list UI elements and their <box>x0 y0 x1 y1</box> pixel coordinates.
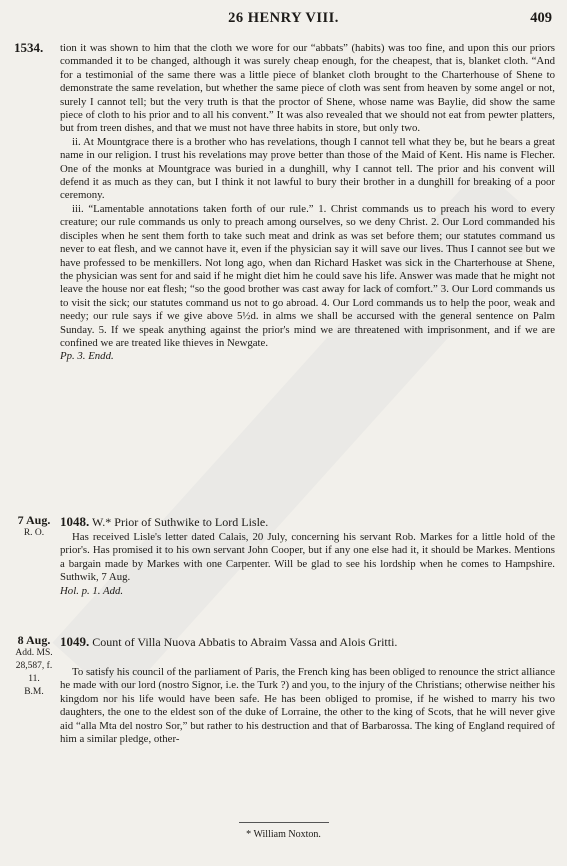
paragraph-2: ii. At Mountgrace there is a brother who has revelations, though I cannot tell what they be, but he bears a great name in our religion. I trust his revelations may prove better than those of the Maid of Kent. His name is Flecher. One of the monks at Mountgrace was buried in a dunghill, why I cannot tell. The prior and his convent will defend it as much as they can, but I think it not lawful to bury their brother in a dunghill for breaking of a poor ceremony. <box>60 135 555 202</box>
entry-1048-number: 1048. <box>60 514 90 529</box>
page-number: 409 <box>530 10 552 26</box>
entry-1049-body: To satisfy his council of the parliament of Paris, the French king has been obliged to renounce the strict alliance he made with our lord (nostro Signor, i.e. the Turk ?) and you, to the injury of the Christians; otherwise neither his kingdom nor his life would have been safe. He has been obliged to promise, if he wished to marry his two daughters, the one to the eldest son of the duke of Lorraine, the other to the king of Scots, that he will never give aid “alla Mta del nostro Sor,” but rather to his destruction and that of Barbarossa. The king of England required of him a similar pledge, other- <box>60 666 555 746</box>
entry-1048-source: R. O. <box>23 528 45 538</box>
entry-1049-margin <box>10 634 58 699</box>
entry-1048-body: Has received Lisle's letter dated Calais, 20 July, concerning his servant Rob. Markes for a little hold of the prior's. Has promised it to his own servant John Cooper, but if any one else had it, it should be Markes. Mentions a bargain made by Markes with one Carpenter. Will be glad to see his lordship when he comes to Hampshire. Suthwik, 7 Aug. <box>60 531 555 584</box>
footnote: * William Noxton. <box>246 829 321 840</box>
margin-year: 1534. <box>14 40 44 55</box>
entry-1049-source-1: Add. MS. <box>15 648 53 658</box>
entry-1048-heading <box>60 514 555 530</box>
entry-1049-date: 8 Aug. <box>17 633 51 647</box>
paragraph-1: tion it was shown to him that the cloth we wore for our “abbats” (habits) was too fine, and upon this our priors commanded it to be changed, although it was surely cheap enough, for the cheapest, that is, blanket cloth. “And for a testimonial of the same there was a little piece of blanket cloth brought to the Charterhouse of Shene to demonstrate the same revelation, but whether the same piece of cloth was sent from heaven by some angel or not, surely I cannot tell; but the very truth is that the proctor of Shene, whose name was Baylie, did show the same piece of cloth to his prior and to all his convent.” It was also revealed that we should not eat from pewter platters, but from treen dishes, and that we must not have three habits in store, but only two. <box>60 42 555 135</box>
footnote-rule <box>239 822 329 823</box>
running-header: 26 HENRY VIII. <box>228 10 339 26</box>
entry-1048-text <box>60 531 555 598</box>
paragraph-3: iii. “Lamentable annotations taken forth of our rule.” 1. Christ commands us to preach his word to every creature; our rule commands us only to preach among ourselves, so we deny Christ. 2. Our Lord commanded his disciples when he sent them forth to take such meat and drink as was set before them; our statutes command us never to eat flesh, and we cannot have it, even if the physician say it will save our lives. Thus I cannot see but we have professed to be menkillers. Not long ago, when dan Richard Hasket was sick in the Charterhouse at Shene, the physician was sent for and said if he might diet him he could save his life. Answer was made that he might not leave the house nor eat flesh; “so the good brother was cast away for lack of comfort.” 3. Our Lord commands us to visit the sick; our statutes command us not to go abroad. 4. Our Lord commands us to help the poor, weak and needy; our rule says if we give above 5½d. in alms we shall be accursed with the general sentence on Palm Sunday. 5. If we speak anything against the prior's mind we are threatened with imprisonment, and if we are confined we are treated like thieves in Newgate. <box>60 202 555 349</box>
entry-1049-source-3: B.M. <box>24 687 44 697</box>
entry-1048-endnote: Hol. p. 1. Add. <box>60 584 124 597</box>
entry-1049-text <box>60 666 555 746</box>
entry-1048-title: W.* Prior of Suthwike to Lord Lisle. <box>92 515 269 529</box>
entry-1048-date: 7 Aug. <box>17 513 51 527</box>
endnote: Pp. 3. Endd. <box>60 350 114 363</box>
entry-1049-title: Count of Villa Nuova Abbatis to Abraim Vassa and Alois Gritti. <box>92 635 398 649</box>
continued-text <box>60 42 555 364</box>
entry-1049-source-2: 28,587, f. 11. <box>15 661 53 684</box>
entry-1048-margin <box>10 514 58 540</box>
entry-1049-number: 1049. <box>60 634 90 649</box>
entry-1049-heading <box>60 634 555 650</box>
